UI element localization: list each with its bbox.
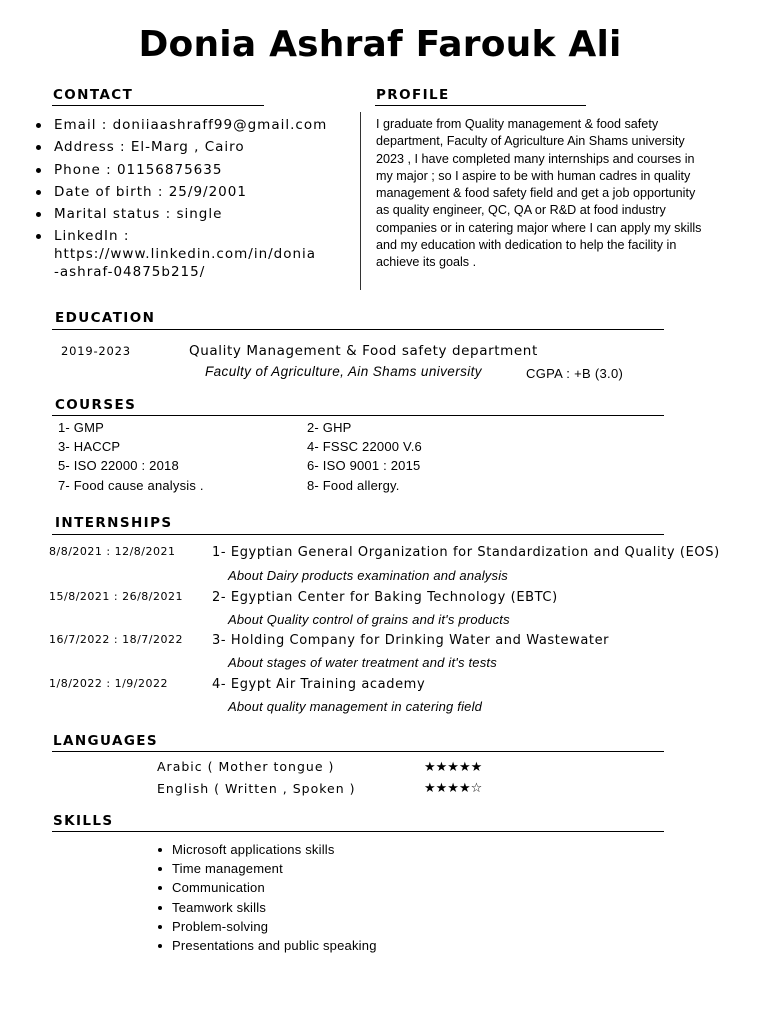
internship-description: About quality management in catering field — [228, 699, 483, 714]
skill-item: Communication — [156, 878, 377, 897]
star-rating-icon: ★★★★☆ — [424, 781, 483, 796]
education-heading: EDUCATION — [55, 310, 156, 326]
skills-heading: SKILLS — [53, 813, 114, 829]
courses-heading: COURSES — [55, 397, 137, 413]
internship-title: 3- Holding Company for Drinking Water and Wastewater — [212, 633, 610, 648]
contact-phone: Phone : 01156875635 — [34, 161, 354, 179]
contact-dob: Date of birth : 25/9/2001 — [34, 183, 354, 201]
column-divider — [360, 112, 361, 290]
skill-item: Problem-solving — [156, 917, 377, 936]
contact-list — [34, 116, 354, 286]
skills-list — [156, 840, 377, 955]
contact-marital-status: Marital status : single — [34, 205, 354, 223]
education-years: 2019-2023 — [61, 344, 131, 358]
languages-divider — [52, 751, 664, 752]
profile-text: I graduate from Quality management & food safety department, Faculty of Agriculture Ain Shams university 2023 , I have completed many internships and courses in my major ; so I aspire to be with human cadres in quality management & food safety field and get a job opportunity as quality engineer, QC, QA or R&D at food industry companies or in catering major where I can apply my skills and my education with dedication to help the facility in achieve its goals . — [376, 117, 702, 270]
internships-heading: INTERNSHIPS — [55, 515, 173, 531]
course-item: 6- ISO 9001 : 2015 — [307, 458, 421, 473]
language-name: English ( Written , Spoken ) — [157, 781, 356, 796]
internship-description: About Quality control of grains and it's products — [228, 612, 510, 627]
linkedin-url-line-1: https://www.linkedin.com/in/donia — [54, 246, 317, 263]
internship-title: 2- Egyptian Center for Baking Technology (EBTC) — [212, 590, 558, 605]
courses-divider — [52, 415, 664, 416]
star-rating-icon: ★★★★★ — [424, 760, 483, 775]
skill-item: Teamwork skills — [156, 898, 377, 917]
course-item: 7- Food cause analysis . — [58, 478, 204, 493]
linkedin-label: LinkedIn : — [54, 228, 130, 245]
language-name: Arabic ( Mother tongue ) — [157, 759, 335, 774]
internship-date: 1/8/2022 : 1/9/2022 — [49, 677, 169, 690]
skills-divider — [52, 831, 664, 832]
education-faculty: Faculty of Agriculture, Ain Shams university — [205, 364, 482, 379]
contact-heading: CONTACT — [53, 87, 134, 103]
internship-date: 16/7/2022 : 18/7/2022 — [49, 633, 184, 646]
education-divider — [52, 329, 664, 330]
contact-email: Email : doniiaashraff99@gmail.com — [34, 116, 354, 134]
skill-item: Time management — [156, 859, 377, 878]
course-item: 8- Food allergy. — [307, 478, 400, 493]
education-department: Quality Management & Food safety department — [189, 343, 538, 359]
contact-linkedin — [34, 227, 354, 281]
course-item: 1- GMP — [58, 420, 104, 435]
skill-item: Presentations and public speaking — [156, 936, 377, 955]
profile-heading: PROFILE — [376, 87, 450, 103]
resume-name: Donia Ashraf Farouk Ali — [138, 24, 622, 65]
contact-address: Address : El-Marg , Cairo — [34, 138, 354, 156]
skill-item: Microsoft applications skills — [156, 840, 377, 859]
education-gpa: CGPA : +B (3.0) — [526, 366, 624, 381]
contact-divider — [52, 105, 264, 106]
internship-date: 15/8/2021 : 26/8/2021 — [49, 590, 184, 603]
linkedin-url-line-2: -ashraf-04875b215/ — [54, 264, 206, 281]
course-item: 5- ISO 22000 : 2018 — [58, 458, 179, 473]
internship-date: 8/8/2021 : 12/8/2021 — [49, 545, 176, 558]
course-item: 3- HACCP — [58, 439, 121, 454]
internships-divider — [52, 534, 664, 535]
languages-heading: LANGUAGES — [53, 733, 159, 749]
profile-divider — [375, 105, 586, 106]
course-item: 4- FSSC 22000 V.6 — [307, 439, 422, 454]
internship-title: 1- Egyptian General Organization for Standardization and Quality (EOS) — [212, 545, 720, 560]
course-item: 2- GHP — [307, 420, 352, 435]
internship-description: About Dairy products examination and analysis — [228, 568, 508, 583]
internship-title: 4- Egypt Air Training academy — [212, 677, 426, 692]
internship-description: About stages of water treatment and it's tests — [228, 655, 497, 670]
